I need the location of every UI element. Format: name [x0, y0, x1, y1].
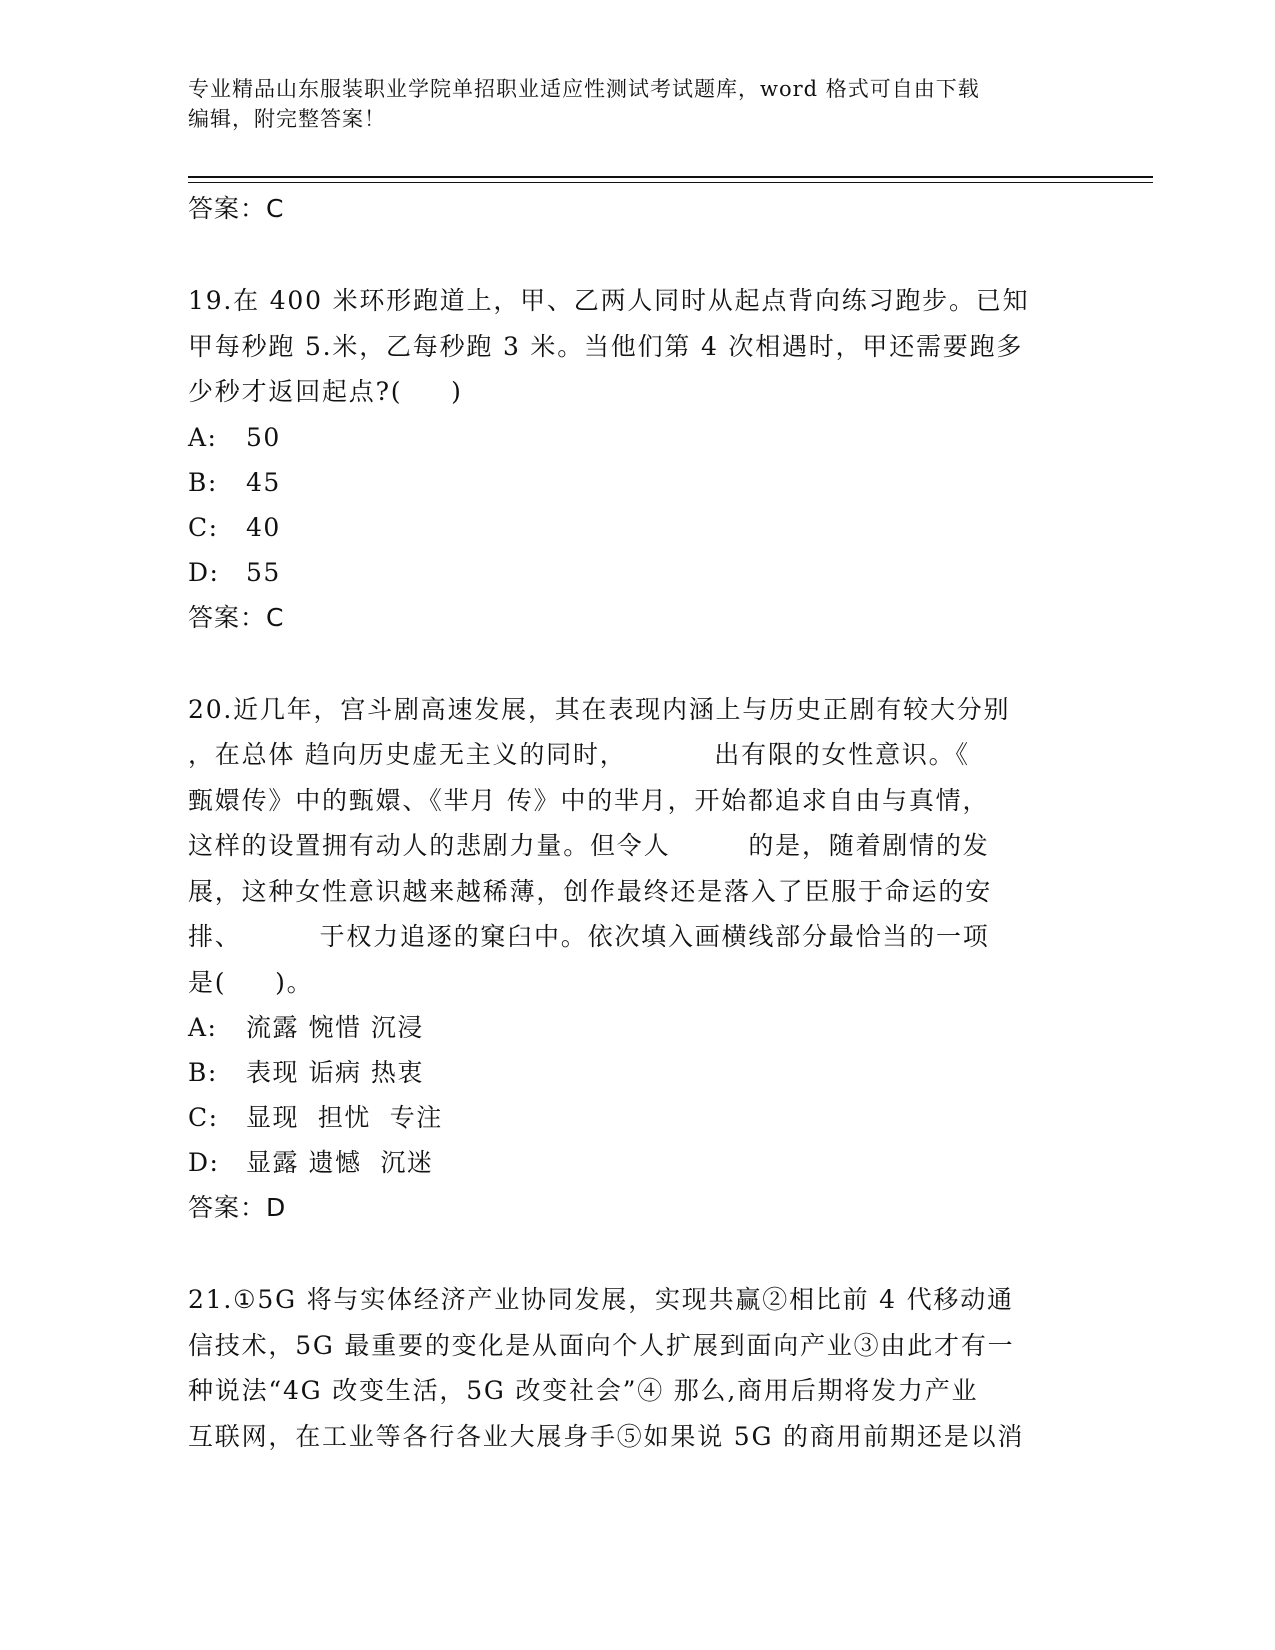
spacer	[188, 1230, 1088, 1277]
header-line-2: 编辑，附完整答案！	[188, 107, 386, 131]
spacer	[188, 640, 1088, 687]
option-a	[188, 1005, 1088, 1050]
question-19	[188, 278, 1088, 640]
answer-line: 答案：C	[188, 602, 285, 632]
option-text: 显露 遗憾 沉迷	[246, 1148, 434, 1177]
document-body	[188, 186, 1088, 1459]
option-d	[188, 550, 1088, 595]
spacer	[188, 231, 1088, 278]
question-line: 20.近几年，宫斗剧高速发展，其在表现内涵上与历史正剧有较大分别	[188, 694, 1011, 724]
question-line: 是( )。	[188, 967, 314, 997]
question-line: 21.①5G 将与实体经济产业协同发展，实现共赢②相比前 4 代移动通	[188, 1285, 1014, 1314]
question-line: 信技术，5G 最重要的变化是从面向个人扩展到面向产业③由此才有一	[188, 1330, 1015, 1360]
question-line: 互联网，在工业等各行各业大展身手⑤如果说 5G 的商用前期还是以消	[188, 1421, 1025, 1451]
question-line: 展，这种女性意识越来越稀薄，创作最终还是落入了臣服于命运的安	[188, 876, 993, 906]
question-21	[188, 1277, 1088, 1459]
answer-line: 答案：C	[188, 194, 285, 223]
question-line: ，在总体 趋向历史虚无主义的同时， 出有限的女性意识。《	[188, 740, 970, 769]
option-a	[188, 415, 1088, 460]
header-line-1: 专业精品山东服装职业学院单招职业适应性测试考试题库，word 格式可自由下载	[188, 77, 980, 101]
option-label: D:	[188, 557, 220, 587]
option-label: C:	[188, 1103, 219, 1132]
option-label: B:	[188, 467, 218, 497]
option-text: 显现 担忧 专注	[246, 1103, 443, 1132]
option-b	[188, 1050, 1088, 1095]
option-text: 表现 诟病 热衷	[246, 1058, 424, 1087]
option-label: B:	[188, 1058, 218, 1087]
option-c	[188, 505, 1088, 550]
option-label: A:	[188, 1013, 218, 1042]
question-20	[188, 687, 1088, 1231]
header-rule-thin	[188, 182, 1153, 183]
question-line: 少秒才返回起点?( )	[188, 377, 463, 406]
option-label: C:	[188, 512, 219, 542]
option-b	[188, 460, 1088, 505]
page-header	[188, 74, 1068, 134]
question-text	[188, 687, 1088, 1006]
question-line: 19.在 400 米环形跑道上，甲、乙两人同时从起点背向练习跑步。已知	[188, 286, 1030, 315]
question-line: 种说法“4G 改变生活，5G 改变社会”④ 那么,商用后期将发力产业	[188, 1376, 979, 1405]
question-text	[188, 1277, 1088, 1459]
option-d	[188, 1140, 1088, 1185]
question-text	[188, 278, 1088, 415]
question-line: 甄嬛传》中的甄嬛、《芈月 传》中的芈月，开始都追求自由与真情，	[188, 785, 990, 815]
option-label: D:	[188, 1148, 220, 1177]
option-text: 55	[246, 557, 281, 587]
question-line: 这样的设置拥有动人的悲剧力量。但令人 的是，随着剧情的发	[188, 831, 990, 860]
question-line: 排、 于权力追逐的窠臼中。依次填入画横线部分最恰当的一项	[188, 922, 990, 951]
option-text: 流露 惋惜 沉浸	[246, 1013, 424, 1042]
option-text: 45	[246, 467, 281, 497]
option-label: A:	[188, 422, 218, 452]
option-text: 50	[246, 422, 281, 452]
header-rule-thick	[188, 176, 1153, 178]
answer-line: 答案：D	[188, 1193, 287, 1222]
option-text: 40	[246, 512, 281, 542]
option-c	[188, 1095, 1088, 1140]
question-line: 甲每秒跑 5.米，乙每秒跑 3 米。当他们第 4 次相遇时，甲还需要跑多	[188, 331, 1024, 361]
